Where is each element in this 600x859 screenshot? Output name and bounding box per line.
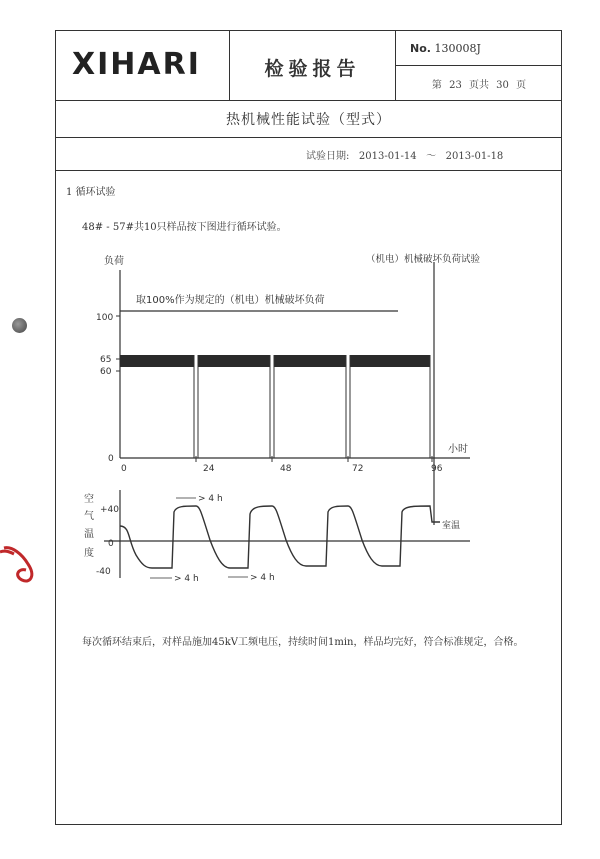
load-cycle-2 <box>198 355 270 458</box>
temp-label-3: 温 <box>84 529 94 540</box>
x-tick-0: 0 <box>121 464 127 474</box>
temp-label-4: 度 <box>84 548 94 559</box>
y-tick-65: 65 <box>100 355 112 365</box>
temp-label-1: 空 <box>84 494 94 505</box>
intro-text: 48# - 57#共10只样品按下图进行循环试验。 <box>82 222 287 233</box>
hold-label-1: > 4 h <box>198 494 223 504</box>
y-tick-60: 60 <box>100 367 112 377</box>
x-tick-96: 96 <box>431 464 443 474</box>
room-temp-label: 室温 <box>442 521 461 531</box>
temp-tick-minus40: -40 <box>96 567 111 577</box>
binding-string <box>0 540 50 590</box>
y-tick-0: 0 <box>108 454 114 464</box>
load-axis-label: 负荷 <box>104 256 124 267</box>
temperature-curve <box>120 506 440 568</box>
load-cycle-4 <box>350 355 430 458</box>
load-band-4 <box>350 355 430 367</box>
temp-label-2: 气 <box>84 511 94 522</box>
report-title: 检验报告 <box>264 58 361 80</box>
x-tick-48: 48 <box>280 464 292 474</box>
temp-tick-0: 0 <box>108 539 114 549</box>
company-logo: XIHARI <box>72 47 201 82</box>
temp-tick-plus40: +40 <box>100 505 119 515</box>
load-band-1 <box>120 355 194 367</box>
punch-hole <box>12 318 27 333</box>
time-axis-label: 小时 <box>448 444 468 455</box>
page-info: 第 23 页共 30 页 <box>431 80 527 91</box>
hold-label-3: > 4 h <box>250 573 275 583</box>
report-number-value: 130008J <box>434 42 481 55</box>
section-title: 热机械性能试验（型式） <box>226 112 391 128</box>
x-tick-24: 24 <box>203 464 215 474</box>
subheading: 1 循环试验 <box>66 187 116 198</box>
hold-label-2: > 4 h <box>174 574 199 584</box>
conclusion-text: 每次循环结束后，对样品施加45kV工频电压，持续时间1min，样品均完好，符合标准规定，合格。 <box>82 637 524 648</box>
load-cycle-1 <box>120 355 194 458</box>
final-test-annotation: （机电）机械破坏负荷试验 <box>366 254 481 265</box>
load-band-2 <box>198 355 270 367</box>
load-cycle-3 <box>274 355 346 458</box>
x-tick-72: 72 <box>352 464 364 474</box>
test-date: 试验日期: 2013-01-14 ～ 2013-01-18 <box>306 151 504 162</box>
report-number-label: No. <box>410 42 431 55</box>
limit-annotation: 取100%作为规定的（机电）机械破坏负荷 <box>136 295 325 306</box>
load-band-3 <box>274 355 346 367</box>
y-tick-100: 100 <box>96 313 114 323</box>
